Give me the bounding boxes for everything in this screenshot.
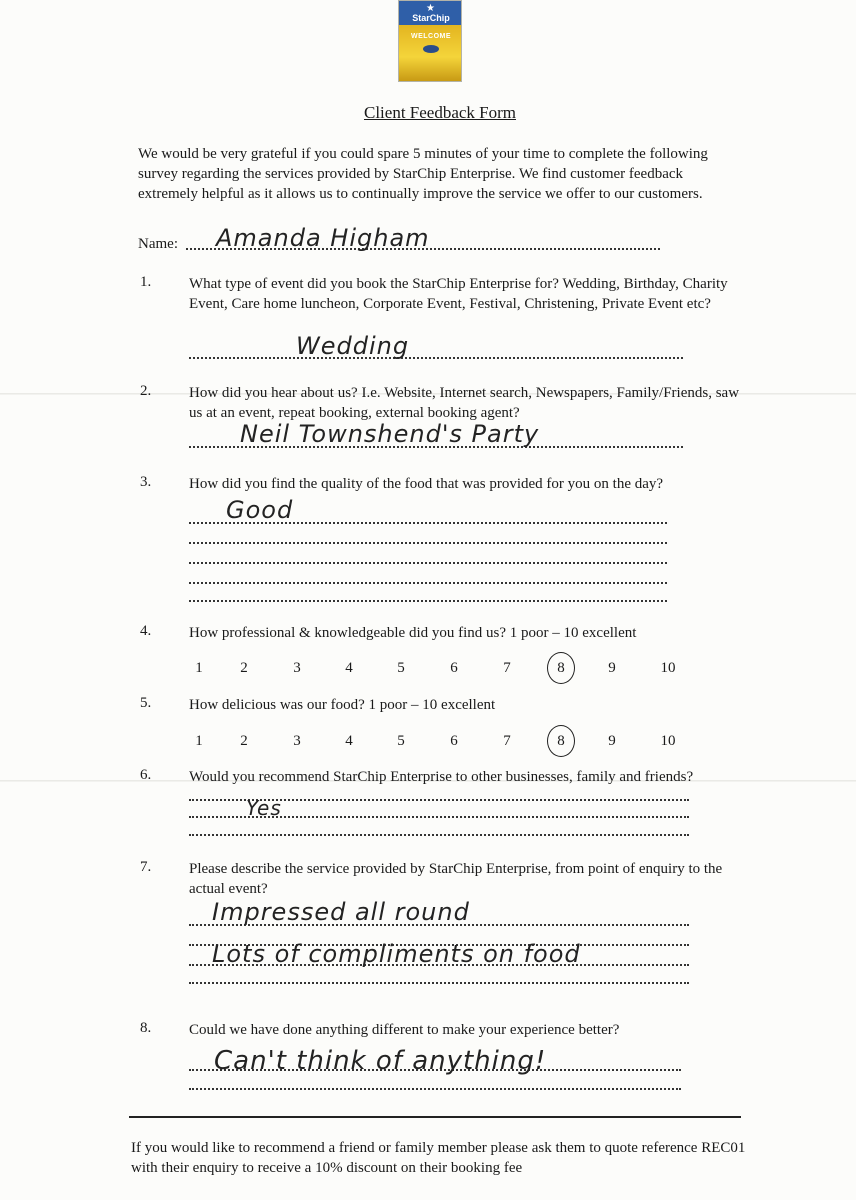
- question-text: How professional & knowledgeable did you find us? 1 poor – 10 excellent: [189, 625, 637, 641]
- logo-welcome: WELCOME: [410, 33, 452, 40]
- rating-option[interactable]: 5: [397, 660, 405, 676]
- footer-referral-note: If you would like to recommend a friend or family member please ask them to quote reference REC01 with their enquiry to receive a 10% discount on their booking fee: [131, 1140, 746, 1176]
- rating-option-selected[interactable]: 8: [547, 725, 575, 757]
- rating-option[interactable]: 10: [660, 660, 676, 676]
- rating-option[interactable]: 4: [345, 733, 353, 749]
- rating-option[interactable]: 6: [450, 733, 458, 749]
- question-text: Could we have done anything different to make your experience better?: [189, 1022, 620, 1038]
- answer-6[interactable]: Yes: [246, 796, 282, 820]
- question-number: 7.: [140, 859, 152, 875]
- rating-option-selected[interactable]: 8: [547, 652, 575, 684]
- answer-7-line-1[interactable]: Impressed all round: [212, 898, 470, 926]
- question-text: How delicious was our food? 1 poor – 10 excellent: [189, 697, 496, 713]
- answer-1[interactable]: Wedding: [296, 332, 410, 360]
- answer-2[interactable]: Neil Townshend's Party: [240, 420, 540, 448]
- question-number: 8.: [140, 1020, 152, 1036]
- question-text: How did you find the quality of the food that was provided for you on the day?: [189, 476, 664, 492]
- name-label: Name:: [138, 236, 178, 252]
- question-number: 6.: [140, 767, 152, 783]
- rating-option[interactable]: 4: [345, 660, 353, 676]
- answer-line: [189, 580, 667, 584]
- rating-option[interactable]: 1: [195, 660, 203, 676]
- intro-paragraph: We would be very grateful if you could spare 5 minutes of your time to complete the following survey regarding the services provided by StarChip Enterprise. We find customer feedback extremely helpful as it allows us to continually improve the service we offer to our customers.: [138, 146, 708, 202]
- question-text: Please describe the service provided by StarChip Enterprise, from point of enquiry to the actual event?: [189, 861, 723, 897]
- rating-option[interactable]: 7: [503, 733, 511, 749]
- answer-7-line-2[interactable]: Lots of compliments on food: [212, 940, 581, 968]
- name-value[interactable]: Amanda Higham: [216, 224, 430, 252]
- rating-option[interactable]: 2: [240, 733, 248, 749]
- starchip-logo: [398, 0, 462, 82]
- question-text: How did you hear about us? I.e. Website, Internet search, Newspapers, Family/Friends, saw us at an event, repeat booking, external booking agent?: [189, 385, 740, 421]
- answer-line: [189, 980, 689, 984]
- rating-option[interactable]: 3: [293, 733, 301, 749]
- rating-option[interactable]: 10: [660, 733, 676, 749]
- rating-option[interactable]: 5: [397, 733, 405, 749]
- rating-option[interactable]: 6: [450, 660, 458, 676]
- star-icon: ★: [426, 3, 435, 14]
- question-number: 2.: [140, 383, 152, 399]
- question-number: 5.: [140, 695, 152, 711]
- answer-line: [189, 1086, 681, 1090]
- question-number: 3.: [140, 474, 152, 490]
- rating-option[interactable]: 2: [240, 660, 248, 676]
- answer-line: [189, 560, 667, 564]
- rating-option[interactable]: 3: [293, 660, 301, 676]
- form-title: Client Feedback Form: [363, 103, 517, 122]
- fish-icon: [423, 45, 439, 53]
- question-text: What type of event did you book the StarChip Enterprise for? Wedding, Birthday, Charity Event, Care home luncheon, Corporate Event, Festival, Christening, Private Event etc?: [189, 276, 728, 312]
- rating-option[interactable]: 9: [608, 660, 616, 676]
- footer-divider: [129, 1116, 741, 1118]
- answer-line: [189, 355, 683, 359]
- logo-brand: StarChip: [412, 13, 450, 23]
- rating-option[interactable]: 1: [195, 733, 203, 749]
- answer-line: [189, 540, 667, 544]
- question-number: 1.: [140, 274, 152, 290]
- answer-line: [189, 598, 667, 602]
- question-number: 4.: [140, 623, 152, 639]
- answer-8[interactable]: Can't think of anything!: [214, 1046, 547, 1076]
- rating-option[interactable]: 9: [608, 733, 616, 749]
- rating-option[interactable]: 7: [503, 660, 511, 676]
- question-text: Would you recommend StarChip Enterprise to other businesses, family and friends?: [189, 769, 694, 785]
- answer-3[interactable]: Good: [226, 496, 294, 524]
- answer-line: [189, 832, 689, 836]
